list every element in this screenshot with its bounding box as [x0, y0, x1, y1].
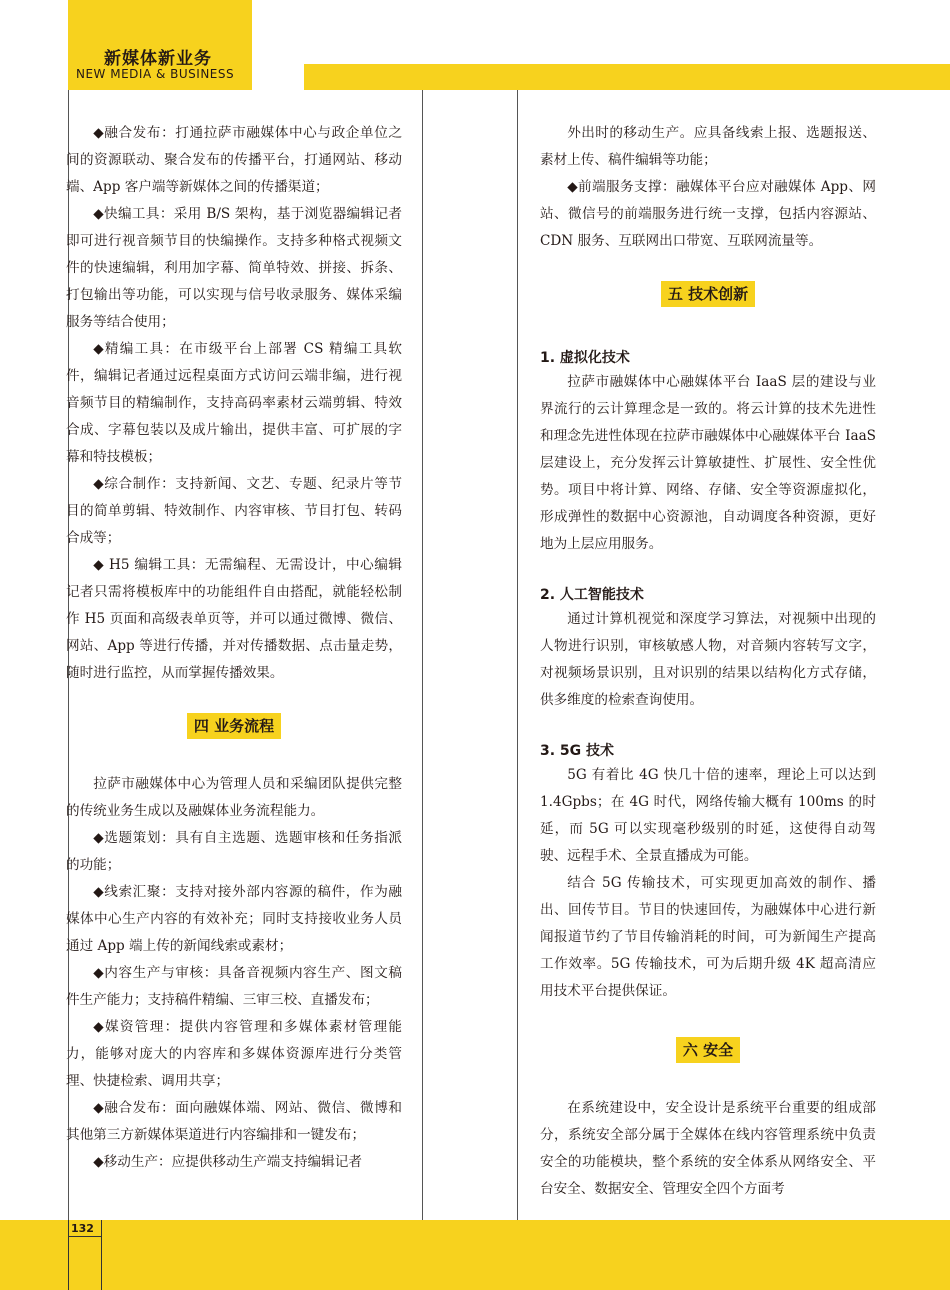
section-heading-wrap [66, 699, 402, 753]
paragraph: ◆选题策划：具有自主选题、选题审核和任务指派的功能； [66, 830, 402, 873]
paragraph: 通过计算机视觉和深度学习算法，对视频中出现的人物进行识别，审核敏感人物，对音频内容转写文字，对视频场景识别，且对识别的结果以结构化方式存储，供多维度的检索查询使用。 [540, 611, 876, 708]
header-stripe [304, 64, 950, 90]
paragraph: 在系统建设中，安全设计是系统平台重要的组成部分，系统安全部分属于全媒体在线内容管理系统中负责安全的功能模块，整个系统的安全体系从网络安全、平台安全、数据安全、管理安全四个方面考 [540, 1100, 876, 1197]
section-heading-wrap [540, 1023, 876, 1077]
paragraph: ◆内容生产与审核：具备音视频内容生产、图文稿件生产能力；支持稿件精编、三审三校、直播发布； [66, 965, 402, 1008]
page-number-rule [68, 1236, 102, 1237]
paragraph: ◆前端服务支撑：融媒体平台应对融媒体 App、网站、微信号的前端服务进行统一支撑，包括内容源站、CDN 服务、互联网出口带宽、互联网流量等。 [540, 179, 876, 249]
subsection-heading-ai: 2. 人工智能技术 [540, 587, 644, 603]
section-heading-4: 四 业务流程 [189, 715, 279, 737]
right-column [540, 120, 876, 1203]
paragraph: 拉萨市融媒体中心为管理人员和采编团队提供完整的传统业务生成以及融媒体业务流程能力。 [66, 776, 402, 819]
left-column [66, 120, 402, 1176]
paragraph: ◆媒资管理：提供内容管理和多媒体素材管理能力，能够对庞大的内容库和多媒体资源库进行分类管理、快捷检索、调用共享； [66, 1019, 402, 1089]
paragraph: 拉萨市融媒体中心融媒体平台 IaaS 层的建设与业界流行的云计算理念是一致的。将云计算的技术先进性和理念先进性体现在拉萨市融媒体中心融媒体平台 IaaS 层建设上，充分发挥云计算敏捷性、扩展性、安全性优势。项目中将计算、网络、存储、安全等资源虚拟化，形成弹性的数据中心资源池，自动调度各种资源，更好地为上层应用服务。 [540, 374, 876, 552]
section-heading-wrap [540, 267, 876, 321]
paragraph: ◆ H5 编辑工具：无需编程、无需设计，中心编辑记者只需将模板库中的功能组件自由搭配，就能轻松制作 H5 页面和高级表单页等，并可以通过微博、微信、网站、App 等进行传播，并对传播数据、点击量走势，随时进行监控，从而掌握传播效果。 [66, 557, 402, 681]
section-heading-5: 五 技术创新 [663, 283, 753, 305]
subsection-heading-5g: 3. 5G 技术 [540, 743, 615, 759]
paragraph: ◆精编工具：在市级平台上部署 CS 精编工具软件，编辑记者通过远程桌面方式访问云端非编，进行视音频节目的精编制作，支持高码率素材云端剪辑、特效合成、字幕包装以及成片输出，提供丰富、可扩展的字幕和特技模板； [66, 341, 402, 465]
footer-rule-right [101, 1220, 102, 1290]
paragraph: ◆融合发布：面向融媒体端、网站、微信、微博和其他第三方新媒体渠道进行内容编排和一键发布； [66, 1100, 402, 1143]
paragraph: ◆线索汇聚：支持对接外部内容源的稿件，作为融媒体中心生产内容的有效补充；同时支持接收业务人员通过 App 端上传的新闻线索或素材； [66, 884, 402, 954]
paragraph: ◆综合制作：支持新闻、文艺、专题、纪录片等节目的简单剪辑、特效制作、内容审核、节目打包、转码合成等； [66, 476, 402, 546]
footer-band [0, 1220, 950, 1290]
paragraph: 5G 有着比 4G 快几十倍的速率，理论上可以达到 1.4Gpbs；在 4G 时代，网络传输大概有 100ms 的时延，而 5G 可以实现毫秒级别的时延，这使得自动驾驶、远程手术、全景直播成为可能。 [540, 767, 876, 864]
paragraph: ◆快编工具：采用 B/S 架构，基于浏览器编辑记者即可进行视音频节目的快编操作。支持多种格式视频文件的快速编辑，利用加字幕、简单特效、拼接、拆条、打包输出等功能，可以实现与信号收录服务、媒体采编服务等结合使用； [66, 206, 402, 330]
subsection-heading-virtualization: 1. 虚拟化技术 [540, 350, 630, 366]
section-heading-6: 六 安全 [678, 1039, 738, 1061]
paragraph: 结合 5G 传输技术，可实现更加高效的制作、播出、回传节目。节目的快速回传，为融媒体中心进行新闻报道节约了节目传输消耗的时间，可为新闻生产提高工作效率。5G 传输技术，可为后期升级 4K 超高清应用技术平台提供保证。 [540, 875, 876, 999]
magazine-section-subtitle: NEW MEDIA & BUSINESS [76, 67, 235, 81]
footer-rule-left [68, 1220, 69, 1290]
magazine-section-title: 新媒体新业务 [104, 49, 212, 69]
page-number: 132 [71, 1222, 94, 1235]
paragraph: 外出时的移动生产。应具备线索上报、选题报送、素材上传、稿件编辑等功能； [540, 125, 876, 168]
gutter-rule-right [517, 90, 518, 1220]
paragraph: ◆融合发布：打通拉萨市融媒体中心与政企单位之间的资源联动、聚合发布的传播平台，打通网站、移动端、App 客户端等新媒体之间的传播渠道； [66, 125, 402, 195]
paragraph: ◆移动生产：应提供移动生产端支持编辑记者 [93, 1154, 362, 1170]
gutter-rule-left [422, 90, 423, 1220]
